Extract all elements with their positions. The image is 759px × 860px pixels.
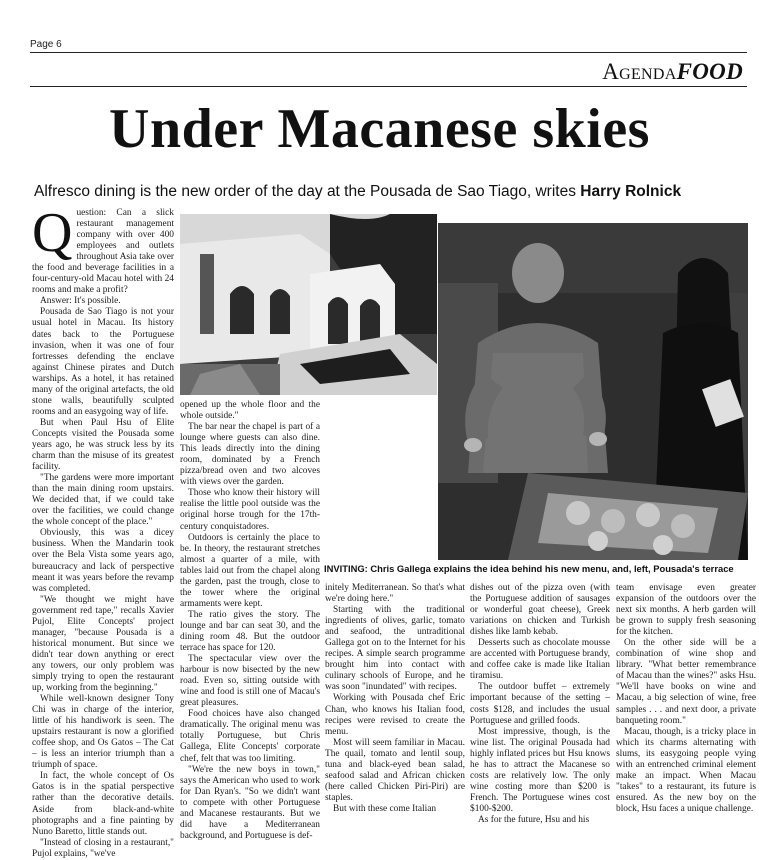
- paragraph: initely Mediterranean. So that's what we're doing here.": [325, 583, 465, 605]
- article-deck: [34, 183, 754, 201]
- paragraph: Obviously, this was a dicey business. When the Mandarin took over the Bela Vista some years ago, bureaucracy and lack of perspective meant it was years before the revamp was completed.: [32, 528, 174, 594]
- paragraph: While well-known designer Tony Chi was in charge of the interior, little of his handiwork is seen. The upstairs restaurant is now a glorified coffee shop, and Os Gatos – The Cat – is less an interior triumph than a triumph of space.: [32, 694, 174, 771]
- paragraph: Starting with the traditional ingredients of olives, garlic, tomato and seafood, the untraditional Gallega got on to the Internet for his recipes. A simple search programme brought him into contact with culinary schools of Europe, and he was soon "inundated" with recipes.: [325, 605, 465, 693]
- chef-photo-illustration: [438, 223, 748, 560]
- text-column-4: [470, 583, 610, 825]
- paragraph: The ratio gives the story. The lounge and bar can seat 30, and the dining room 48. But the outdoor terrace has space for 120.: [180, 609, 320, 654]
- page-number: Page 6: [30, 39, 62, 50]
- paragraph: Working with Pousada chef Eric Chan, who knows his Italian food, recipes were revised to create the menu.: [325, 693, 465, 737]
- deck-text: Alfresco dining is the new order of the day at the Pousada de Sao Tiago, writes: [34, 183, 581, 200]
- paragraph: But with these come Italian: [333, 803, 437, 814]
- paragraph: Desserts such as chocolate mousse are accented with Portuguese brandy, and coffee cake is made like Italian tiramisu.: [470, 638, 610, 682]
- paragraph: Those who know their history will realise the little pool outside was the original horse trough for the 17th-century conquistadores.: [180, 488, 320, 532]
- paragraph: Outdoors is certainly the place to be. In theory, the restaurant stretches almost a quarter of a mile, with tables laid out from the chapel along the garden, past the trough, close to the tower where the original armaments were kept.: [180, 532, 320, 609]
- paragraph: Most impressive, though, is the wine list. The original Pousada had highly inflated prices but Hsu knows he has to attract the Macanese so costs are relatively low. The only wine costing more than $200 is French. The Portuguese wines cost $100-$200.: [470, 726, 610, 814]
- paragraph: Food choices have also changed dramatically. The original menu was totally Portuguese, but Chris Gallega, Elite Concepts' corporate chef, felt that was too limiting.: [180, 709, 320, 764]
- article-headline: Under Macanese skies: [109, 98, 650, 160]
- paragraph: team envisage even greater expansion of the outdoors over the next six months. A herb garden will be grown to supply fresh seasoning for the kitchen.: [616, 583, 756, 638]
- section-rule: [30, 86, 747, 87]
- header-rule: [30, 52, 747, 53]
- paragraph: But when Paul Hsu of Elite Concepts visited the Pousada some years ago, he was struck less by its charm than the misuse of its greatest facility.: [32, 417, 174, 473]
- paragraph: The bar near the chapel is part of a lounge where guests can also dine. This leads directly into the dining room, dominated by a French pizza/bread oven and two alcoves with views over the garden.: [180, 422, 320, 488]
- section-heading: [602, 59, 743, 85]
- paragraph: The spectacular view over the harbour is now bisected by the new road. Even so, sitting outside with wine and food is still one of Macau's great pleasures.: [180, 654, 320, 709]
- section-kicker: Agenda: [602, 59, 677, 84]
- terrace-photo-illustration: [180, 214, 437, 395]
- terrace-photo: [180, 214, 437, 395]
- photo-caption: INVITING: Chris Gallega explains the idea behind his new menu, and, left, Pousada's terrace: [324, 563, 734, 574]
- paragraph: "We thought we might have government red tape," recalls Xavier Pujol, Elite Concepts' project manager, "because Pousada is a historical monument. But since we didn't tear down anything or erect any towers, our only problem was simply trying to open the restaurant up, working from the beginning.": [32, 594, 174, 694]
- text-column-2: [180, 400, 320, 841]
- paragraph: In fact, the whole concept of Os Gatos is in the spatial perspective rather than the decorative details. Aside from black-and-white photographs and a fine painting by Nuno Baretto, little stands out.: [32, 771, 174, 837]
- chef-photo: [438, 223, 748, 560]
- paragraph: "Instead of closing in a restaurant," Pujol explains, "we've: [32, 837, 174, 859]
- paragraph: Pousada de Sao Tiago is not your usual hotel in Macau. Its history dates back to the Portuguese invasion, when it was one of four fortresses defending the enclave against Chinese pirates and Dutch warships. As a hotel, it has retained many of the original artefacts, the old stone walls, beautifully sculpted rooms and an easygoing way of life.: [32, 307, 174, 417]
- paragraph: uestion: Can a slick restaurant management company with over 400 employees and outlets throughout Asia take over the food and beverage facilities in a four-century-old Macau hotel with 24 rooms and make a profit?: [32, 208, 174, 296]
- paragraph: On the other side will be a combination of wine shop and library. "What better remembrance of Macau than the wines?" asks Hsu. "We'll have books on wine and Macau, a big selection of wine, free samples . . . and next door, a private banqueting room.": [616, 638, 756, 726]
- text-column-1: [32, 202, 174, 859]
- drop-cap: Q: [32, 202, 73, 264]
- author-name: Harry Rolnick: [580, 183, 682, 200]
- paragraph: As for the future, Hsu and his: [478, 814, 590, 825]
- paragraph: dishes out of the pizza oven (with the Portuguese addition of sausages or wonderful goat cheese), Greek variations on chicken and Turkish dishes like lamb kebab.: [470, 583, 610, 638]
- paragraph: "The gardens were more important than the main dining room upstairs. We decided that, if we could take over the facilities, we could change the whole concept of the place.": [32, 473, 174, 528]
- text-column-5: [616, 583, 756, 814]
- paragraph: opened up the whole floor and the whole outside.": [180, 400, 320, 422]
- paragraph: Macau, though, is a tricky place in which its charms alternating with slums, its easygoing people vying with an entrenched criminal element make an impact. When Macau "takes" to a restaurant, its future is ensured. As the new boy on the block, Hsu faces a unique challenge.: [616, 726, 756, 814]
- text-column-3: [325, 583, 465, 814]
- paragraph: The outdoor buffet – extremely important because of the setting – costs $128, and includes the usual Portuguese and grilled foods.: [470, 682, 610, 726]
- section-word: FOOD: [676, 59, 743, 84]
- paragraph: "We're the new boys in town," says the American who used to work for Dan Ryan's. "So we didn't want to compete with other Portuguese and Macanese restaurants. But we did have a Mediterranean background, and Portuguese is def-: [180, 764, 320, 841]
- paragraph: Most will seem familiar in Macau. The quail, tomato and lentil soup, tuna and black-eyed bean salad, seafood salad and African chicken (here called Chicken Piri-Piri) are staples.: [325, 737, 465, 803]
- paragraph: Answer: It's possible.: [40, 296, 121, 307]
